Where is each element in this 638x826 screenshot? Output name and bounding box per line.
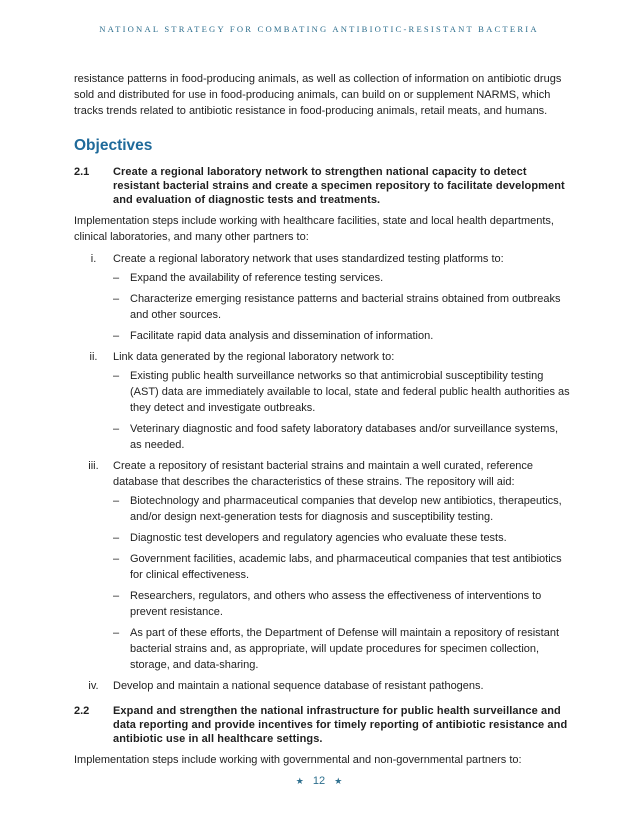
step-numeral: iv. <box>88 680 99 692</box>
step-text: Link data generated by the regional laboratory network to: <box>113 351 395 363</box>
sub-item-text: Researchers, regulators, and others who assess the effectiveness of interventions to prevent resistance. <box>130 590 542 618</box>
step-numeral: iii. <box>88 460 99 472</box>
sub-item <box>113 291 570 323</box>
objective-intro: Implementation steps include working with governmental and non-governmental partners to: <box>74 754 522 766</box>
sub-item-text: As part of these efforts, the Department of Defense will maintain a repository of resistant bacterial strains and, as appropriate, will update procedures for specimen collection, storage, and data-sharing. <box>130 627 560 671</box>
dash-bullet: – <box>113 330 120 342</box>
sub-item-text: Characterize emerging resistance patterns and bacterial strains obtained from outbreaks and other sources. <box>130 293 561 321</box>
sub-item <box>113 270 570 286</box>
sub-item <box>113 588 570 620</box>
step-ii <box>74 349 570 365</box>
step-text: Create a regional laboratory network that uses standardized testing platforms to: <box>113 253 504 265</box>
page-number: 12 <box>312 775 326 787</box>
sub-item <box>113 625 570 673</box>
sub-item-text: Government facilities, academic labs, and pharmaceutical companies that test antibiotics for clinical effectiveness. <box>130 553 562 581</box>
objective-title: Create a regional laboratory network to strengthen national capacity to detect resistant bacterial strains and create a specimen repository to facilitate development and evaluation of diagnostic tests and treatments. <box>113 166 565 206</box>
star-icon: ★ <box>334 776 343 786</box>
step-numeral: ii. <box>89 351 98 363</box>
objective-2-2 <box>74 704 570 746</box>
step-text: Develop and maintain a national sequence database of resistant pathogens. <box>113 680 484 692</box>
objective-number: 2.2 <box>74 705 90 717</box>
dash-bullet: – <box>113 532 120 544</box>
step-iv <box>74 678 570 694</box>
dash-bullet: – <box>113 553 120 565</box>
running-header: NATIONAL STRATEGY FOR COMBATING ANTIBIOTIC-RESISTANT BACTERIA <box>99 24 539 34</box>
dash-bullet: – <box>113 423 120 435</box>
step-text: Create a repository of resistant bacterial strains and maintain a well curated, reference database that describes the characteristics of these strains. The repository will aid: <box>113 460 534 488</box>
step-i <box>74 251 570 267</box>
sub-item <box>113 421 570 453</box>
sub-item-text: Existing public health surveillance networks so that antimicrobial susceptibility testing (AST) data are immediately available to local, state and federal public health authorities as they detect and investigate outbreaks. <box>130 370 570 414</box>
sub-item-text: Biotechnology and pharmaceutical companies that develop new antibiotics, therapeutics, and/or design next-generation tests for diagnosis and susceptibility testing. <box>130 495 562 523</box>
dash-bullet: – <box>113 627 120 639</box>
objective-2-1 <box>74 165 570 207</box>
sub-item-text: Diagnostic test developers and regulatory agencies who evaluate these tests. <box>130 532 507 544</box>
step-numeral: i. <box>90 253 97 265</box>
page-body <box>74 71 570 774</box>
objective-intro: Implementation steps include working with healthcare facilities, state and local health departments, clinical laboratories, and many other partners to: <box>74 215 554 243</box>
objective-number: 2.1 <box>74 166 90 178</box>
sub-item <box>113 493 570 525</box>
intro-paragraph: resistance patterns in food-producing animals, as well as collection of information on antibiotic drugs sold and distributed for use in food-producing animals, can build on or supplement NARMS, which tracks trends related to antibiotic resistance in food-producing animals, retail meats, and humans. <box>74 73 562 117</box>
sub-item <box>113 368 570 416</box>
sub-item <box>113 551 570 583</box>
sub-item <box>113 530 570 546</box>
dash-bullet: – <box>113 293 120 305</box>
step-iii <box>74 458 570 490</box>
dash-bullet: – <box>113 272 120 284</box>
dash-bullet: – <box>113 370 120 382</box>
objectives-heading: Objectives <box>74 137 153 154</box>
sub-item <box>113 328 570 344</box>
dash-bullet: – <box>113 495 120 507</box>
dash-bullet: – <box>113 590 120 602</box>
sub-item-text: Veterinary diagnostic and food safety laboratory databases and/or surveillance systems, as needed. <box>130 423 559 451</box>
star-icon: ★ <box>295 776 304 786</box>
page-footer <box>0 775 638 787</box>
sub-item-text: Expand the availability of reference testing services. <box>130 272 384 284</box>
sub-item-text: Facilitate rapid data analysis and dissemination of information. <box>130 330 434 342</box>
objective-title: Expand and strengthen the national infrastructure for public health surveillance and data reporting and provide incentives for timely reporting of antibiotic resistance and antibiotic use in all healthcare settings. <box>113 705 568 745</box>
